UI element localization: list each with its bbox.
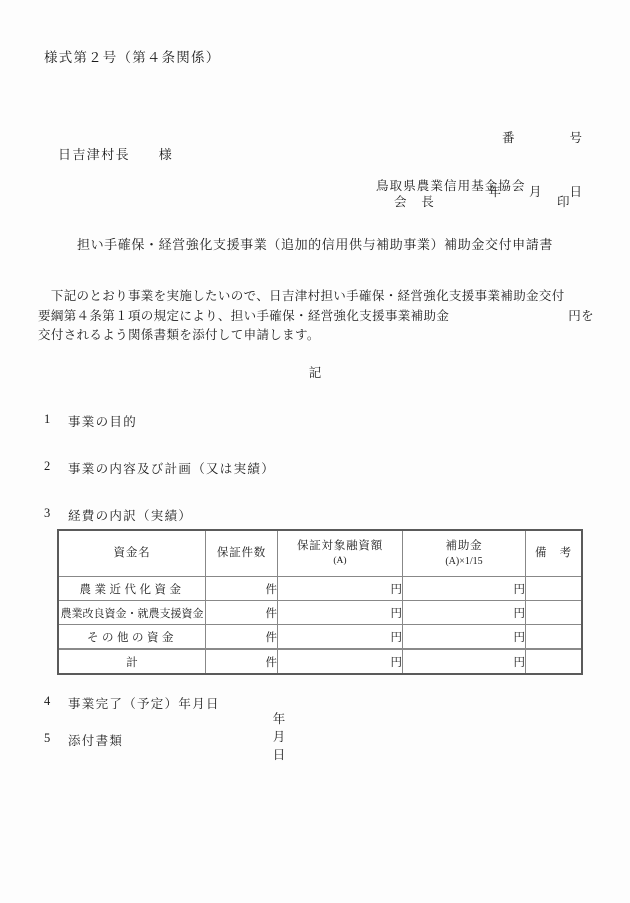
table-row <box>58 625 582 650</box>
cell-remarks[interactable] <box>526 625 583 650</box>
body-paragraph <box>38 287 594 346</box>
th-fund-name-text: 資金名 <box>113 547 151 559</box>
th-fund-name <box>58 530 206 577</box>
cell-fund-name: その他の資金 <box>58 625 206 650</box>
body-line-1: 下記のとおり事業を実施したいので、日吉津村担い手確保・経営強化支援事業補助金交付 <box>38 289 565 303</box>
th-guarantee-count-text: 保証件数 <box>216 547 267 559</box>
table-row <box>58 601 582 625</box>
cell-fund-name: 農業近代化資金 <box>58 577 206 601</box>
table-body <box>58 577 582 675</box>
item-3-label: 経費の内訳（実績） <box>68 509 193 523</box>
table-header <box>58 530 582 577</box>
item-2-label: 事業の内容及び計画（又は実績） <box>68 462 276 476</box>
th-remarks-text: 備 考 <box>535 547 572 559</box>
th-loan-amount-sub: (A) <box>333 555 347 566</box>
cell-remarks-total[interactable] <box>526 649 583 674</box>
item-1-number: 1 <box>44 412 51 426</box>
th-subsidy-formula: (A)×1/15 <box>445 555 483 567</box>
table-row <box>58 577 582 601</box>
body-line-2 <box>38 307 594 327</box>
item-4-number: 4 <box>44 694 51 708</box>
document-date-line: 年 月 日 <box>488 185 583 199</box>
completion-month-field[interactable]: 月 <box>272 730 286 744</box>
cell-subsidy-unit-total[interactable]: 円 <box>403 649 526 674</box>
th-loan-amount <box>278 530 403 577</box>
th-subsidy <box>403 530 526 577</box>
cell-loan-unit-total[interactable]: 円 <box>278 649 403 674</box>
th-remarks <box>526 530 583 577</box>
cell-fund-name-total: 計 <box>58 649 206 674</box>
cell-loan-unit[interactable]: 円 <box>278 577 403 601</box>
item-3-number: 3 <box>44 506 51 520</box>
th-loan-amount-text: 保証対象融資額 <box>296 539 384 552</box>
page-title: 担い手確保・経営強化支援事業（追加的信用供与補助事業）補助金交付申請書 <box>76 237 553 252</box>
table-header-row <box>58 530 582 577</box>
cell-subsidy-unit[interactable]: 円 <box>403 601 526 625</box>
cell-remarks[interactable] <box>526 577 583 601</box>
form-number: 様式第２号（第４条関係） <box>44 50 221 65</box>
sender-role: 会 長 <box>394 195 435 209</box>
cell-count-unit[interactable]: 件 <box>206 577 278 601</box>
document-meta-block <box>0 93 583 237</box>
cell-fund-name: 農業改良資金・就農支援資金 <box>58 601 206 625</box>
item-2-number: 2 <box>44 459 51 473</box>
th-guarantee-count <box>206 530 278 577</box>
cell-remarks[interactable] <box>526 601 583 625</box>
th-subsidy-text: 補助金 <box>445 539 483 552</box>
item-5-number: 5 <box>44 731 51 745</box>
cell-subsidy-unit[interactable]: 円 <box>403 577 526 601</box>
addressee: 日吉津村長 様 <box>58 147 174 162</box>
body-line-2-main: 要綱第４条第１項の規定により、担い手確保・経営強化支援事業補助金 <box>38 308 450 323</box>
seal-mark: 印 <box>557 195 570 209</box>
sender-organization: 鳥取県農業信用基金協会 <box>376 179 526 193</box>
item-4-label: 事業完了（予定）年月日 <box>68 697 220 711</box>
completion-date-fields <box>254 694 319 778</box>
section-item-5 <box>44 731 124 791</box>
item-5-label: 添付書類 <box>68 734 124 748</box>
cell-subsidy-unit[interactable]: 円 <box>403 625 526 650</box>
body-line-3: 交付されるよう関係書類を添付して申請します。 <box>38 328 320 342</box>
cell-count-unit[interactable]: 件 <box>206 601 278 625</box>
cell-loan-unit[interactable]: 円 <box>278 625 403 650</box>
cell-count-unit[interactable]: 件 <box>206 625 278 650</box>
cell-count-unit-total[interactable]: 件 <box>206 649 278 674</box>
item-1-label: 事業の目的 <box>68 415 138 429</box>
completion-year-field[interactable]: 年 <box>272 712 286 726</box>
completion-day-field[interactable]: 日 <box>272 748 286 762</box>
document-number-line: 番 号 <box>501 131 583 145</box>
ki-mark: 記 <box>308 366 322 380</box>
table-total-row <box>58 649 582 674</box>
cost-breakdown-table <box>57 529 583 675</box>
cell-loan-unit[interactable]: 円 <box>278 601 403 625</box>
body-line-2-amount-unit: 円を <box>568 308 594 323</box>
